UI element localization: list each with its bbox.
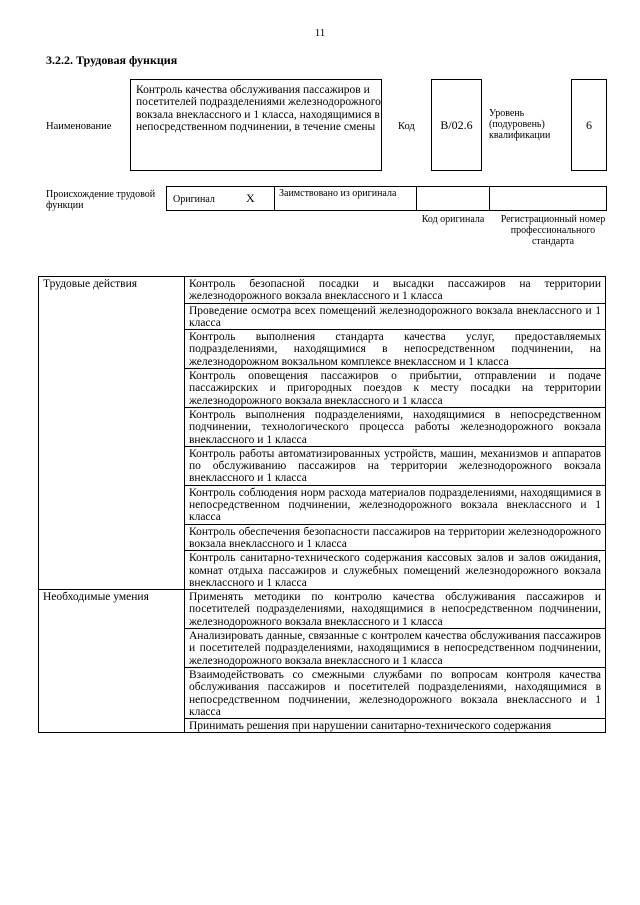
- page-number: 11: [314, 27, 326, 39]
- table-cell: Применять методики по контролю качества обслуживания пассажиров и посетителей подразделениями, находящимися в непосредственном подчинении, железнодорожного вокзала внеклассного и 1 класса: [185, 590, 606, 629]
- original-label: Оригинал: [173, 194, 215, 205]
- table-cell: Контроль безопасной посадки и высадки пассажиров на территории железнодорожного вокзала внеклассного и 1 класса: [185, 277, 606, 304]
- code-box: [431, 79, 482, 171]
- origin-label: Происхождение трудовой функции: [46, 189, 156, 211]
- table-cell: Контроль выполнения подразделениями, находящимися в непосредственном подчинении, технологического процесса работы железнодорожного вокзала внеклассного и 1 класса: [185, 407, 606, 446]
- function-name-text: Контроль качества обслуживания пассажиров и посетителей подразделениями железнодорожного вокзала внеклассного и 1 класса, находящимися в непосредственном подчинении, в течение смены: [136, 84, 381, 133]
- reg-number-cell: [490, 187, 606, 210]
- origin-table: [166, 186, 607, 211]
- original-cell: [167, 187, 275, 210]
- reg-caption: Регистрационный номер профессионального стандарта: [500, 214, 606, 247]
- functions-table: [38, 276, 606, 733]
- table-cell: Контроль выполнения стандарта качества услуг, предоставляемых подразделениями, находящимися в непосредственном подчинении, на железнодорожном вокзальном комплексе внеклассном и 1 класса: [185, 330, 606, 369]
- table-cell: Контроль обеспечения безопасности пассажиров на территории железнодорожного вокзала внеклассного и 1 класса: [185, 524, 606, 551]
- table-cell: Принимать решения при нарушении санитарно-технического содержания: [185, 719, 606, 733]
- table-cell: Проведение осмотра всех помещений железнодорожного вокзала внеклассного и 1 класса: [185, 303, 606, 330]
- section-title: 3.2.2. Трудовая функция: [46, 53, 178, 67]
- group-label: Трудовые действия: [39, 277, 185, 590]
- original-mark: X: [246, 191, 255, 205]
- function-name-box: [130, 79, 382, 171]
- table-cell: Контроль работы автоматизированных устройств, машин, механизмов и аппаратов по обслуживанию пассажиров на территории железнодорожного вокзала внеклассного и 1 класса: [185, 446, 606, 485]
- original-code-cell: [417, 187, 490, 210]
- table-cell: Контроль санитарно-технического содержания кассовых залов и залов ожидания, комнат отдыха пассажиров и служебных помещений железнодорожного вокзала внеклассного и 1 класса: [185, 551, 606, 590]
- borrowed-label: Заимствовано из оригинала: [279, 188, 397, 199]
- table-cell: Контроль оповещения пассажиров о прибытии, отправлении и подаче пассажирских и пригородных поездов к месту посадки на территории железнодорожного вокзала внеклассного и 1 класса: [185, 369, 606, 408]
- borrowed-cell: [275, 187, 417, 210]
- code-label: Код: [398, 121, 415, 132]
- level-box: [571, 79, 607, 171]
- table-cell: Контроль соблюдения норм расхода материалов подразделениями, находящимися в непосредственном подчинении, железнодорожного вокзала внеклассного и 1 класса: [185, 485, 606, 524]
- code-caption: Код оригинала: [421, 214, 485, 225]
- level-value: 6: [586, 117, 592, 132]
- name-label: Наименование: [46, 121, 112, 132]
- level-label: Уровень (подуровень) квалификации: [489, 108, 551, 141]
- table-row: [39, 590, 606, 629]
- group-label: Необходимые умения: [39, 590, 185, 733]
- table-cell: Анализировать данные, связанные с контролем качества обслуживания пассажиров и посетителей подразделениями, находящимися в непосредственном подчинении, железнодорожного вокзала внеклассного и 1 класса: [185, 629, 606, 668]
- table-cell: Взаимодействовать со смежными службами по вопросам контроля качества обслуживания пассажиров и посетителей подразделениями, находящимися в непосредственном подчинении, железнодорожного вокзала внеклассного и 1 класса: [185, 667, 606, 718]
- code-value: B/02.6: [440, 117, 473, 132]
- table-row: [39, 277, 606, 304]
